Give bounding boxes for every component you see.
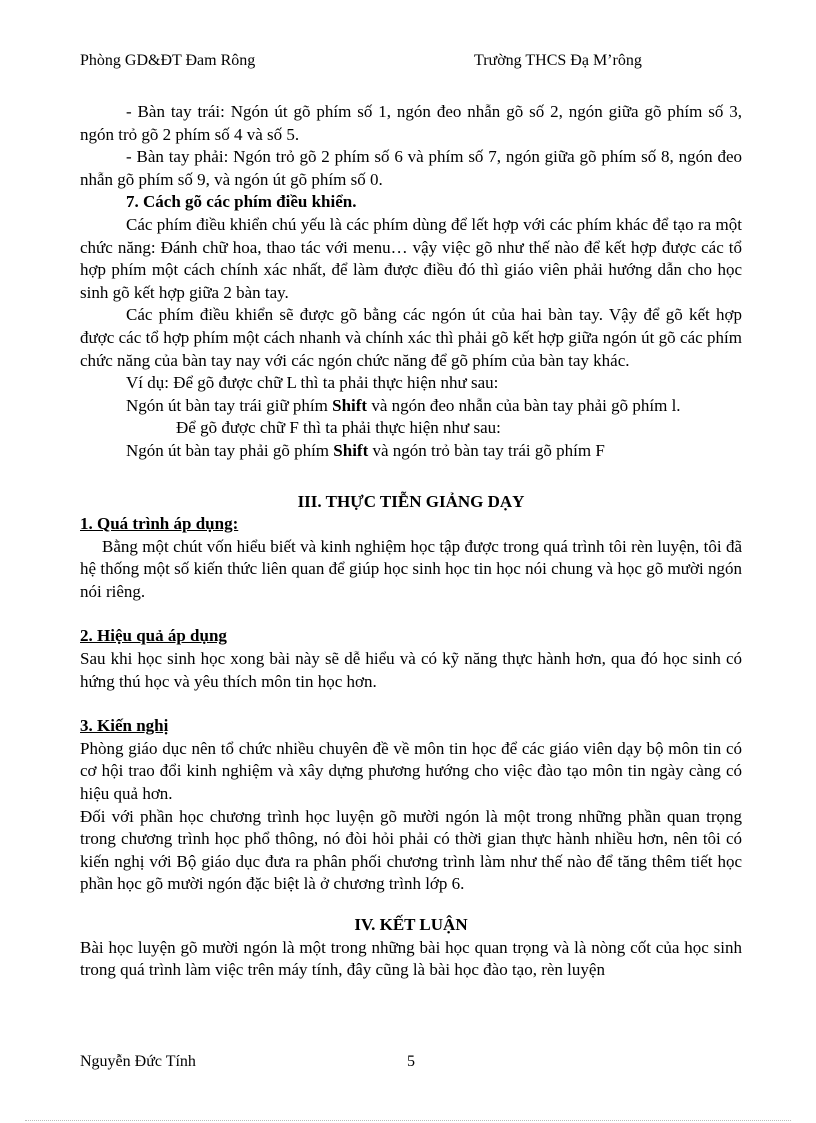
page-bottom-border bbox=[25, 1120, 791, 1121]
paragraph-left-hand: - Bàn tay trái: Ngón út gõ phím số 1, ngón đeo nhẫn gõ số 2, ngón giữa gõ phím số 3, ngón trỏ gõ 2 phím số 4 và số 5. bbox=[80, 102, 742, 144]
example-intro-l: Ví dụ: Để gõ được chữ L thì ta phải thực hiện như sau: bbox=[126, 373, 499, 393]
footer-author: Nguyễn Đức Tính bbox=[80, 1053, 196, 1070]
example-intro-f: Để gõ được chữ F thì ta phải thực hiện như sau: bbox=[176, 418, 501, 438]
example-step-l: Ngón út bàn tay trái giữ phím Shift và ngón đeo nhẫn của bàn tay phải gõ phím l. bbox=[126, 395, 681, 415]
paragraph-right-hand: - Bàn tay phải: Ngón trỏ gõ 2 phím số 6 và phím số 7, ngón giữa gõ phím số 8, ngón đeo nhẫn gõ phím số 9, và ngón út gõ phím số 0. bbox=[80, 147, 742, 189]
paragraph-application-process: Bằng một chút vốn hiểu biết và kinh nghiệm học tập được trong quá trình tôi rèn luyện, tôi đã hệ thống một số kiến thức liên quan để giúp học sinh học tin học nói chung và học gõ mười ngón nói riêng. bbox=[80, 536, 742, 601]
shift-key-label: Shift bbox=[333, 440, 369, 460]
heading-effectiveness: 2. Hiệu quả áp dụng bbox=[80, 626, 227, 646]
section-title-practice: III. THỰC TIỄN GIẢNG DẠY bbox=[297, 491, 525, 511]
paragraph-effectiveness: Sau khi học sinh học xong bài này sẽ dễ hiểu và có kỹ năng thực hành hơn, qua đó học sinh có hứng thú học và yêu thích môn tin học hơn. bbox=[80, 649, 742, 691]
example-step-f: Ngón út bàn tay phải gõ phím Shift và ngón trỏ bàn tay trái gõ phím F bbox=[126, 440, 605, 460]
header-school-office: Phòng GD&ĐT Đam Rông bbox=[80, 52, 256, 69]
paragraph-control-keys-intro: Các phím điều khiển chú yếu là các phím dùng để lết hợp với các phím khác để tạo ra một chức năng: Đánh chữ hoa, thao tác với menu… vậy việc gõ như thế nào để kết hợp được các tổ hợp phím một cách chính xác nhất, để làm được điều đó thì giáo viên phải hướng dẫn cho học sinh gõ kết hợp giữa 2 bàn tay. bbox=[80, 214, 742, 302]
section-title-conclusion: IV. KẾT LUẬN bbox=[354, 915, 468, 934]
heading-control-keys: 7. Cách gõ các phím điều khiển. bbox=[126, 192, 357, 212]
paragraph-conclusion: Bài học luyện gõ mười ngón là một trong những bài học quan trọng và là nòng cốt của học sinh trong quá trình làm việc trên máy tính, đây cũng là bài học đào tạo, rèn luyện bbox=[80, 937, 742, 980]
document-body bbox=[80, 101, 742, 982]
shift-key-label: Shift bbox=[332, 395, 368, 415]
paragraph-recommendation-1: Phòng giáo dục nên tổ chức nhiều chuyên đề về môn tin học để các giáo viên dạy bộ môn tin có cơ hội trao đổi kinh nghiệm và xây dựng phương hướng cho việc đào tạo môn tin ngày càng có hiệu quả hơn. bbox=[80, 738, 742, 804]
heading-recommendations: 3. Kiến nghị bbox=[80, 716, 169, 736]
paragraph-recommendation-2: Đối với phần học chương trình học luyện gõ mười ngón là một trong những phần quan trọng trong chương trình học phổ thông, nó đòi hỏi phải có thời gian thực hành nhiều hơn, nên tôi có kiến nghị với Bộ giáo dục đưa ra phân phối chương trình làm như thế nào để tăng thêm tiết học phần học gõ mười ngón đặc biệt là ở chương trình lớp 6. bbox=[80, 806, 742, 894]
header-school-name: Trường THCS Đạ M’rông bbox=[474, 52, 642, 69]
heading-application-process: 1. Quá trình áp dụng: bbox=[80, 514, 239, 534]
paragraph-control-keys-method: Các phím điều khiển sẽ được gõ bằng các ngón út của hai bàn tay. Vậy để gõ kết hợp được các tổ hợp phím một cách nhanh và chính xác thì phải gõ kết hợp giữa ngón út gõ các phím chức năng của bàn tay nay với các ngón chức năng để gõ phím của bàn tay khác. bbox=[80, 305, 742, 370]
page-number: 5 bbox=[407, 1053, 415, 1070]
